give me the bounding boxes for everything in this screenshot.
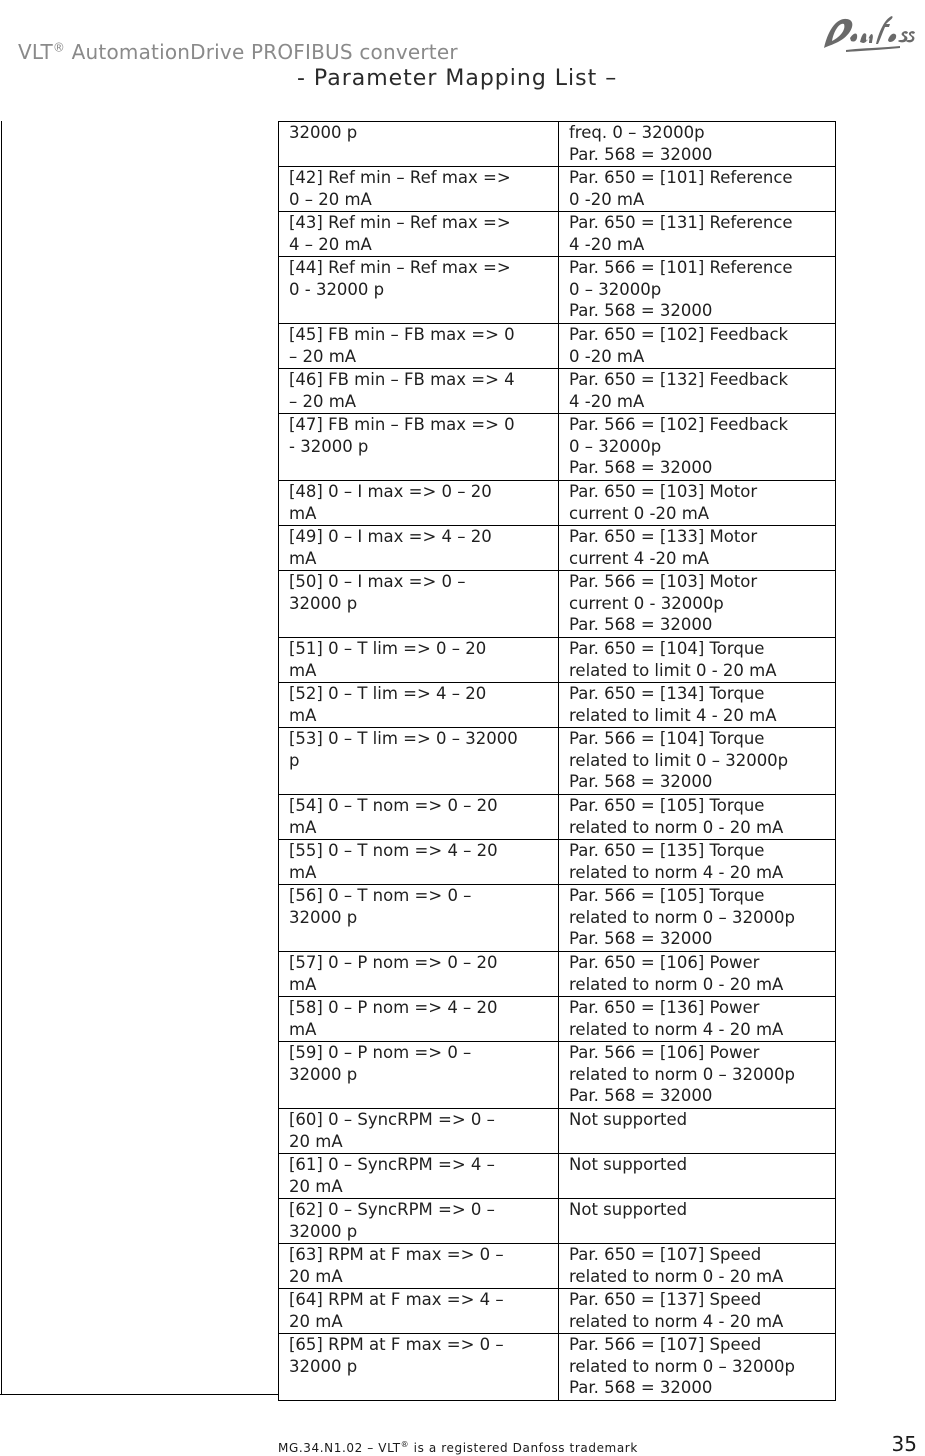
option-cell: [52] 0 – T lim => 4 – 20 mA [279,683,559,728]
mapping-cell: Par. 566 = [105] Torque related to norm 0 – 32000p Par. 568 = 32000 [559,885,836,952]
option-cell: [51] 0 – T lim => 0 – 20 mA [279,638,559,683]
option-cell: 32000 p [279,122,559,167]
table-row [279,1244,836,1289]
table-row [279,795,836,840]
footer-registered-mark: ® [400,1440,410,1449]
option-cell: [49] 0 – I max => 4 – 20 mA [279,526,559,571]
table-row [279,257,836,324]
option-cell: [64] RPM at F max => 4 – 20 mA [279,1289,559,1334]
document-subtitle: - Parameter Mapping List – [297,66,618,91]
mapping-cell: Par. 566 = [103] Motor current 0 - 32000p Par. 568 = 32000 [559,571,836,638]
table-row [279,1289,836,1334]
mapping-cell: Par. 650 = [101] Reference 0 -20 mA [559,167,836,212]
page-footer [278,1440,638,1455]
page-number: 35 [891,1432,917,1456]
option-cell: [59] 0 – P nom => 0 – 32000 p [279,1042,559,1109]
table-row [279,481,836,526]
table-row [279,728,836,795]
table-row [279,1199,836,1244]
table-body [279,122,836,1401]
option-cell: [60] 0 – SyncRPM => 0 – 20 mA [279,1109,559,1154]
mapping-cell: Par. 650 = [137] Speed related to norm 4 - 20 mA [559,1289,836,1334]
option-cell: [57] 0 – P nom => 0 – 20 mA [279,952,559,997]
mapping-cell: Par. 650 = [104] Torque related to limit 0 - 20 mA [559,638,836,683]
mapping-cell: Par. 650 = [132] Feedback 4 -20 mA [559,369,836,414]
table-row [279,952,836,997]
table-row [279,414,836,481]
table-row [279,638,836,683]
table-row [279,212,836,257]
mapping-cell: Par. 566 = [102] Feedback 0 – 32000p Par. 568 = 32000 [559,414,836,481]
option-cell: [46] FB min – FB max => 4 – 20 mA [279,369,559,414]
mapping-cell: Not supported [559,1154,836,1199]
option-cell: [65] RPM at F max => 0 – 32000 p [279,1334,559,1401]
option-cell: [56] 0 – T nom => 0 – 32000 p [279,885,559,952]
table-row [279,526,836,571]
footer-doc-code: MG.34.N1.02 – VLT [278,1441,401,1455]
registered-mark: ® [52,40,66,55]
option-cell: [44] Ref min – Ref max => 0 - 32000 p [279,257,559,324]
table-row [279,324,836,369]
option-cell: [45] FB min – FB max => 0 – 20 mA [279,324,559,369]
danfoss-logo [820,8,916,56]
table-row [279,167,836,212]
mapping-cell: Par. 650 = [134] Torque related to limit 4 - 20 mA [559,683,836,728]
option-cell: [58] 0 – P nom => 4 – 20 mA [279,997,559,1042]
table-row [279,122,836,167]
table-row [279,369,836,414]
mapping-cell: Par. 650 = [133] Motor current 4 -20 mA [559,526,836,571]
option-cell: [55] 0 – T nom => 4 – 20 mA [279,840,559,885]
header-title-rest: AutomationDrive PROFIBUS converter [65,40,458,64]
mapping-cell: Par. 650 = [103] Motor current 0 -20 mA [559,481,836,526]
option-cell: [48] 0 – I max => 0 – 20 mA [279,481,559,526]
table-row [279,1334,836,1401]
left-column-bottom-border [0,1394,278,1395]
mapping-cell: Par. 650 = [102] Feedback 0 -20 mA [559,324,836,369]
option-cell: [43] Ref min – Ref max => 4 – 20 mA [279,212,559,257]
header-title-vlt: VLT [18,40,53,64]
mapping-cell: Par. 566 = [107] Speed related to norm 0 – 32000p Par. 568 = 32000 [559,1334,836,1401]
mapping-cell: Par. 566 = [106] Power related to norm 0 – 32000p Par. 568 = 32000 [559,1042,836,1109]
option-cell: [53] 0 – T lim => 0 – 32000 p [279,728,559,795]
mapping-cell: Not supported [559,1199,836,1244]
table-row [279,683,836,728]
mapping-cell: Par. 566 = [104] Torque related to limit 0 – 32000p Par. 568 = 32000 [559,728,836,795]
table-row [279,1042,836,1109]
mapping-cell: Par. 650 = [106] Power related to norm 0 - 20 mA [559,952,836,997]
mapping-cell: Par. 650 = [107] Speed related to norm 0 - 20 mA [559,1244,836,1289]
option-cell: [63] RPM at F max => 0 – 20 mA [279,1244,559,1289]
option-cell: [62] 0 – SyncRPM => 0 – 32000 p [279,1199,559,1244]
mapping-cell: Par. 650 = [135] Torque related to norm 4 - 20 mA [559,840,836,885]
mapping-cell: Par. 650 = [131] Reference 4 -20 mA [559,212,836,257]
table-row [279,885,836,952]
option-cell: [47] FB min – FB max => 0 - 32000 p [279,414,559,481]
table-row [279,1109,836,1154]
option-cell: [50] 0 – I max => 0 – 32000 p [279,571,559,638]
mapping-cell: Par. 650 = [136] Power related to norm 4 - 20 mA [559,997,836,1042]
option-cell: [42] Ref min – Ref max => 0 – 20 mA [279,167,559,212]
footer-trademark-text: is a registered Danfoss trademark [409,1441,638,1455]
mapping-cell: Not supported [559,1109,836,1154]
table-row [279,997,836,1042]
mapping-cell: Par. 566 = [101] Reference 0 – 32000p Par. 568 = 32000 [559,257,836,324]
document-header-title [18,40,458,64]
table-row [279,571,836,638]
mapping-cell: Par. 650 = [105] Torque related to norm 0 - 20 mA [559,795,836,840]
option-cell: [54] 0 – T nom => 0 – 20 mA [279,795,559,840]
table-row [279,1154,836,1199]
option-cell: [61] 0 – SyncRPM => 4 – 20 mA [279,1154,559,1199]
left-column-border [1,121,2,1395]
parameter-mapping-table [278,121,836,1401]
mapping-cell: freq. 0 – 32000p Par. 568 = 32000 [559,122,836,167]
table-row [279,840,836,885]
